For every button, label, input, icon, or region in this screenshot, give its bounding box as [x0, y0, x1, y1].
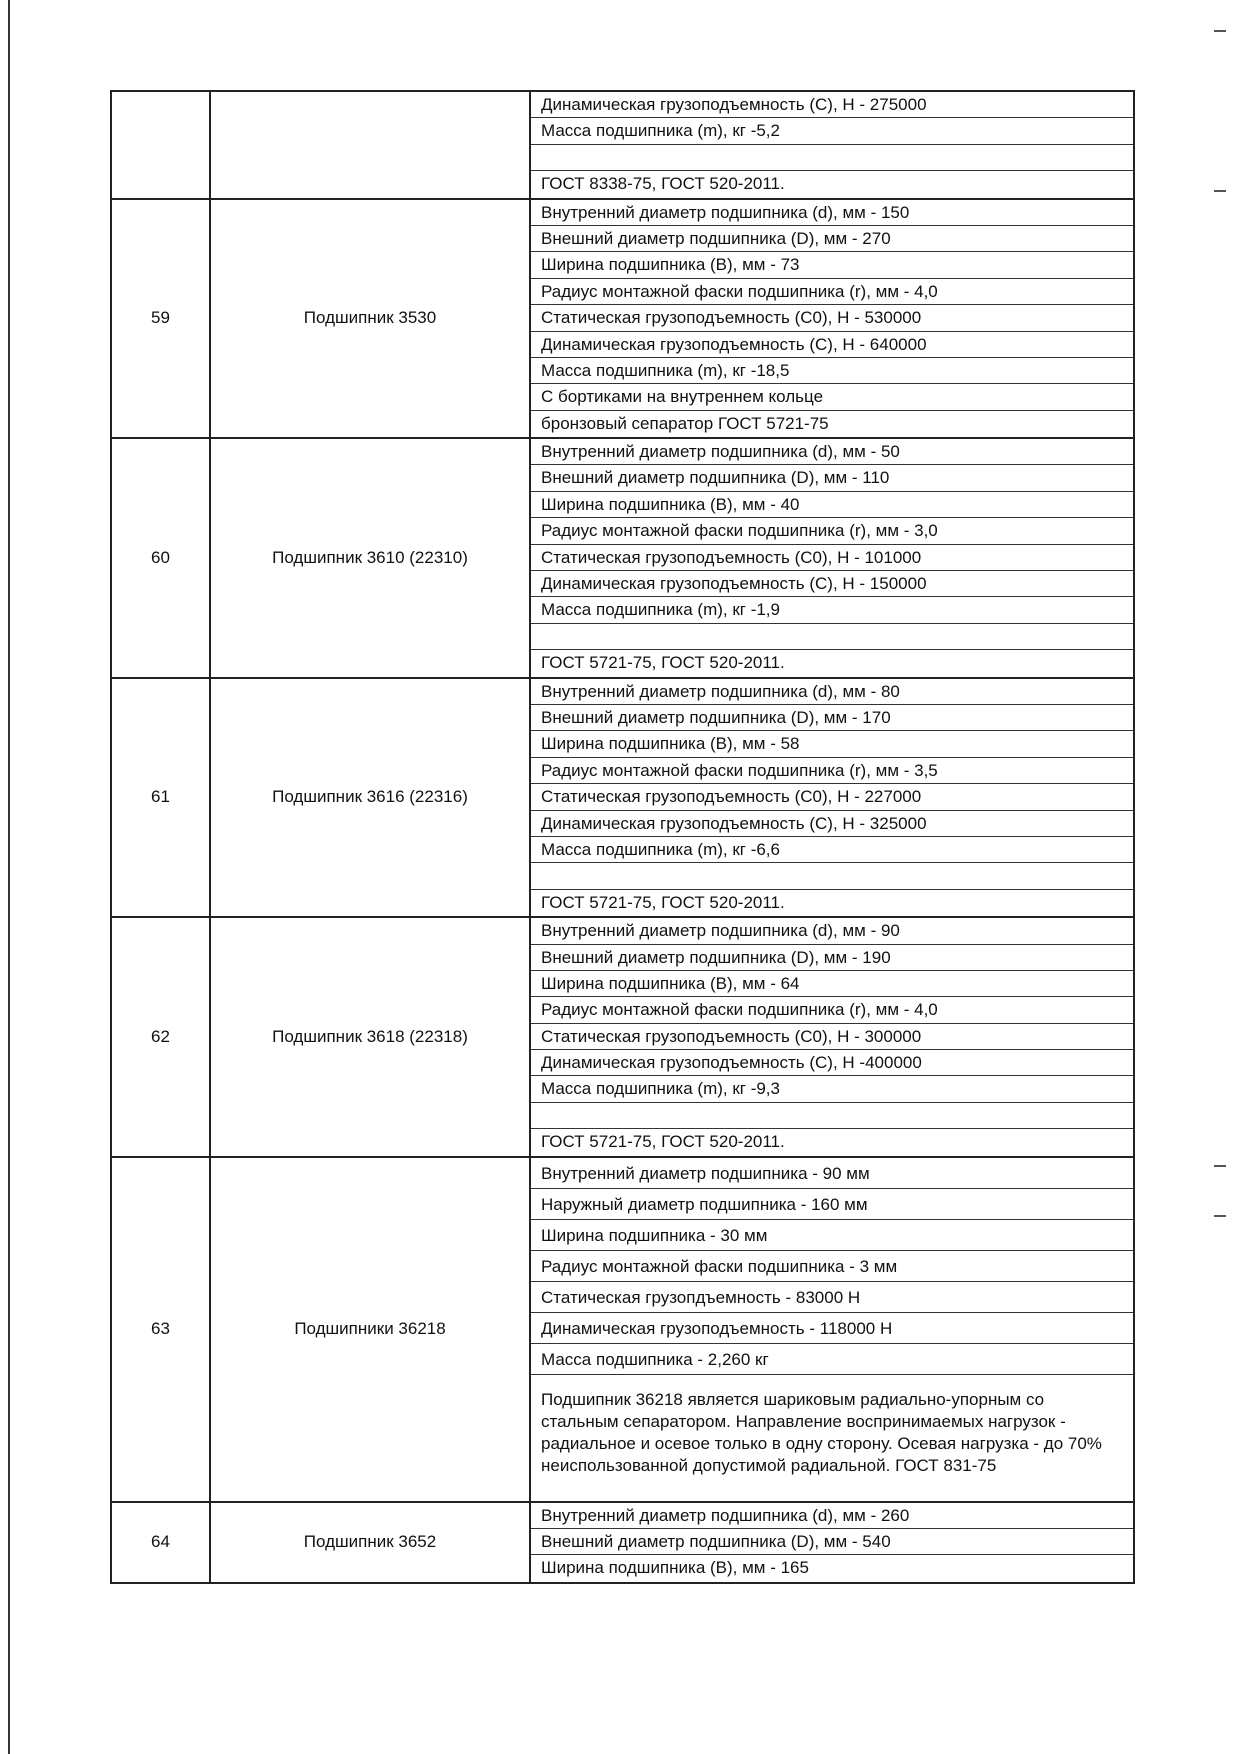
parameter-line: Масса подшипника (m), кг -1,9 — [531, 597, 1133, 623]
scan-edge-line — [8, 0, 10, 1754]
row-number: 64 — [111, 1502, 210, 1583]
parameter-line: Радиус монтажной фаски подшипника (r), мм - 4,0 — [531, 279, 1133, 305]
table-body — [111, 91, 1134, 1583]
parameter-line: Внешний диаметр подшипника (D), мм - 110 — [531, 465, 1133, 491]
parameter-line: Статическая грузопдъемность - 83000 Н — [531, 1282, 1133, 1313]
table-row — [111, 1502, 1134, 1583]
row-number: 61 — [111, 678, 210, 918]
table-row — [111, 678, 1134, 918]
parameter-line: Внешний диаметр подшипника (D), мм - 190 — [531, 945, 1133, 971]
parameter-line: Динамическая грузоподъемность (С), Н - 150000 — [531, 571, 1133, 597]
table-row — [111, 91, 1134, 199]
parameter-line: Динамическая грузоподъемность - 118000 Н — [531, 1313, 1133, 1344]
parameter-line: Внешний диаметр подшипника (D), мм - 540 — [531, 1529, 1133, 1555]
parameters-cell — [530, 1502, 1134, 1583]
table-row — [111, 199, 1134, 439]
parameter-line: Динамическая грузоподъемность (С), Н -400000 — [531, 1050, 1133, 1076]
parameter-line: Внутренний диаметр подшипника (d), мм - 50 — [531, 439, 1133, 465]
parameter-line: Радиус монтажной фаски подшипника (r), мм - 3,5 — [531, 758, 1133, 784]
parameter-line: Радиус монтажной фаски подшипника (r), мм - 4,0 — [531, 997, 1133, 1023]
parameter-line: ГОСТ 5721-75, ГОСТ 520-2011. — [541, 892, 785, 912]
parameter-line: Внутренний диаметр подшипника (d), мм - 260 — [531, 1503, 1133, 1529]
product-name — [210, 91, 530, 199]
parameter-line: Внешний диаметр подшипника (D), мм - 170 — [531, 705, 1133, 731]
description-note: Подшипник 36218 является шариковым радиально-упорным со стальным сепаратором. Направление воспринимаемых нагрузок - радиальное и осевое только в одну сторону. Осевая нагрузка - до 70% неиспользованной допустимой радиальной. ГОСТ 831-75 — [541, 1389, 1102, 1475]
parameter-line: Ширина подшипника (В), мм - 40 — [531, 492, 1133, 518]
parameter-line: Радиус монтажной фаски подшипника - 3 мм — [531, 1251, 1133, 1282]
parameters-cell — [530, 199, 1134, 439]
parameter-line: Масса подшипника (m), кг -18,5 — [531, 358, 1133, 384]
blank-line — [531, 1103, 1133, 1129]
parameters-cell — [530, 1157, 1134, 1502]
scan-margin-marks — [1214, 0, 1228, 1754]
parameters-cell — [530, 438, 1134, 678]
parameter-line: Радиус монтажной фаски подшипника (r), мм - 3,0 — [531, 518, 1133, 544]
parameter-line: Статическая грузоподъемность (С0), Н - 227000 — [531, 784, 1133, 810]
parameter-line: Внешний диаметр подшипника (D), мм - 270 — [531, 226, 1133, 252]
parameter-line: бронзовый сепаратор ГОСТ 5721-75 — [541, 413, 829, 433]
bearing-spec-table — [110, 90, 1135, 1584]
product-name: Подшипник 3610 (22310) — [210, 438, 530, 678]
parameter-line: Масса подшипника (m), кг -6,6 — [531, 837, 1133, 863]
parameter-line: Статическая грузоподъемность (С0), Н - 101000 — [531, 545, 1133, 571]
blank-line — [531, 624, 1133, 650]
table-row — [111, 1157, 1134, 1502]
row-number: 63 — [111, 1157, 210, 1502]
parameters-cell — [530, 678, 1134, 918]
parameter-line: Статическая грузоподъемность (С0), Н - 300000 — [531, 1024, 1133, 1050]
parameter-line: Внутренний диаметр подшипника - 90 мм — [531, 1158, 1133, 1189]
parameter-line: ГОСТ 5721-75, ГОСТ 520-2011. — [541, 1132, 785, 1152]
parameter-line: Наружный диаметр подшипника - 160 мм — [531, 1189, 1133, 1220]
parameter-line: Внутренний диаметр подшипника (d), мм - 90 — [531, 918, 1133, 944]
product-name: Подшипник 3616 (22316) — [210, 678, 530, 918]
parameter-line: С бортиками на внутреннем кольце — [531, 384, 1133, 410]
parameter-line: Масса подшипника - 2,260 кг — [531, 1344, 1133, 1375]
parameter-line: Внутренний диаметр подшипника (d), мм - 150 — [531, 200, 1133, 226]
parameter-line: Внутренний диаметр подшипника (d), мм - 80 — [531, 679, 1133, 705]
blank-line — [531, 863, 1133, 889]
row-number: 60 — [111, 438, 210, 678]
parameter-line: Динамическая грузоподъемность (С), Н - 275000 — [531, 92, 1133, 118]
parameter-line: Динамическая грузоподъемность (С), Н - 325000 — [531, 811, 1133, 837]
parameter-line: Ширина подшипника (В), мм - 58 — [531, 731, 1133, 757]
parameter-line: Динамическая грузоподъемность (С), Н - 640000 — [531, 332, 1133, 358]
product-name: Подшипник 3530 — [210, 199, 530, 439]
parameter-line: Масса подшипника (m), кг -9,3 — [531, 1076, 1133, 1102]
product-name: Подшипники 36218 — [210, 1157, 530, 1502]
parameter-line: ГОСТ 8338-75, ГОСТ 520-2011. — [541, 174, 785, 194]
parameters-cell — [530, 91, 1134, 199]
parameter-line: Ширина подшипника (В), мм - 165 — [541, 1558, 809, 1578]
parameter-line: Ширина подшипника - 30 мм — [531, 1220, 1133, 1251]
table-row — [111, 917, 1134, 1157]
row-number: 62 — [111, 917, 210, 1157]
row-number — [111, 91, 210, 199]
parameter-line: Ширина подшипника (В), мм - 64 — [531, 971, 1133, 997]
blank-line — [531, 145, 1133, 171]
product-name: Подшипник 3618 (22318) — [210, 917, 530, 1157]
parameter-line: ГОСТ 5721-75, ГОСТ 520-2011. — [541, 653, 785, 673]
product-name: Подшипник 3652 — [210, 1502, 530, 1583]
parameters-cell — [530, 917, 1134, 1157]
parameter-line: Масса подшипника (m), кг -5,2 — [531, 118, 1133, 144]
parameter-line: Статическая грузоподъемность (С0), Н - 530000 — [531, 305, 1133, 331]
table-row — [111, 438, 1134, 678]
row-number: 59 — [111, 199, 210, 439]
parameter-line: Ширина подшипника (В), мм - 73 — [531, 252, 1133, 278]
